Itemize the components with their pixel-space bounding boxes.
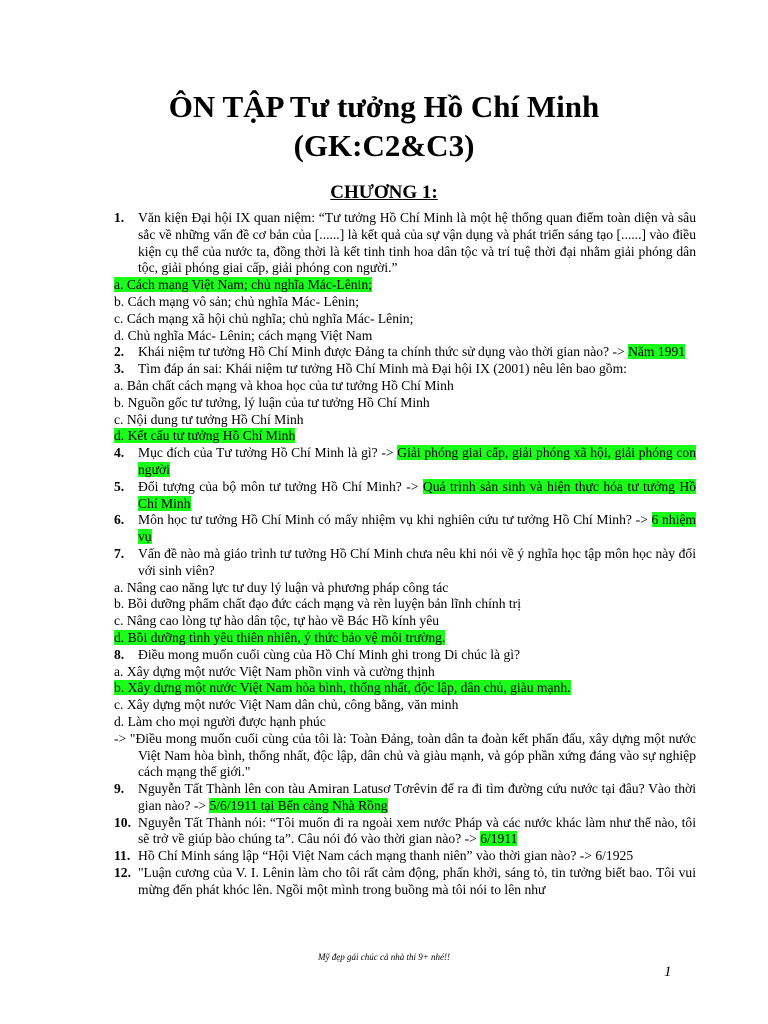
question-text: Văn kiện Đại hội IX quan niệm: “Tư tưởng Hồ Chí Minh là một hệ thống quan điểm toàn diện và sâu sắc về những vấn đề cơ bản của [......] là kết quả của sự vận dụng và phát triển sáng tạo [......] vào điều kiện cụ thể của nước ta, đồng thời là kết tinh tinh hoa dân tộc và trí tuệ thời đại nhằm giải phóng dân tộc, giải phóng giai cấp, giải phóng con người.” <box>138 210 696 276</box>
question-number: 1. <box>114 210 125 225</box>
option-d: d. Chủ nghĩa Mác- Lênin; cách mạng Việt Nam <box>114 327 373 343</box>
page-number: 1 <box>664 964 672 980</box>
question-11 <box>114 848 696 865</box>
question-number: 8. <box>114 646 125 662</box>
answer-highlight: 6/1911 <box>480 831 518 847</box>
question-12 <box>114 865 696 899</box>
question-number: 4. <box>114 445 125 461</box>
question-number: 10. <box>114 814 131 830</box>
answer-highlight: Năm 1991 <box>628 344 686 360</box>
document-subtitle: (GK:C2&C3) <box>293 128 475 163</box>
question-number: 7. <box>114 545 125 561</box>
option-c: c. Nâng cao lòng tự hào dân tộc, tự hào về Bác Hồ kính yêu <box>114 613 440 629</box>
option-a: a. Bản chất cách mạng và khoa học của tư tưởng Hồ Chí Minh <box>114 377 454 393</box>
question-8 <box>114 647 696 664</box>
question-number: 6. <box>114 512 125 528</box>
option-d <box>114 630 696 647</box>
option-c: c. Xây dựng một nước Việt Nam dân chủ, công bằng, văn minh <box>114 697 459 713</box>
question-4 <box>114 445 696 479</box>
question-1 <box>114 210 696 277</box>
question-3 <box>114 361 696 378</box>
question-text: "Luận cương của V. I. Lênin làm cho tôi rất cảm động, phấn khởi, sáng tỏ, tin tưởng biết bao. Tôi vui mừng đến phát khóc lên. Ngồi một mình trong buồng mà tôi nói to lên như <box>138 865 696 897</box>
answer-highlight: 5/6/1911 tại Bến cảng Nhà Rồng <box>209 797 388 813</box>
question-text: Hồ Chí Minh sáng lập “Hội Việt Nam cách mạng thanh niên” vào thời gian nào? -> 6/1925 <box>138 848 634 864</box>
option-a: a. Xây dựng một nước Việt Nam phồn vinh và cường thịnh <box>114 663 435 679</box>
footer-note: Mỹ đẹp gái chúc cả nhà thi 9+ nhé!! <box>317 952 451 962</box>
question-list <box>114 210 696 899</box>
document-title: ÔN TẬP Tư tưởng Hồ Chí Minh <box>168 89 600 124</box>
question-number: 9. <box>114 781 125 797</box>
option-c: c. Nội dung tư tưởng Hồ Chí Minh <box>114 411 304 427</box>
correct-option: d. Kết cấu tư tưởng Hồ Chí Minh <box>114 428 296 444</box>
question-number: 5. <box>114 478 125 494</box>
correct-option: b. Xây dựng một nước Việt Nam hòa bình, thống nhất, độc lập, dân chủ, giàu mạnh. <box>114 680 571 696</box>
question-text: Môn học tư tưởng Hồ Chí Minh có mấy nhiệm vụ khi nghiên cứu tư tưởng Hồ Chí Minh? -> <box>138 512 648 528</box>
question-text: Khái niệm tư tưởng Hồ Chí Minh được Đảng ta chính thức sử dụng vào thời gian nào? -> <box>138 344 625 360</box>
question-10 <box>114 815 696 849</box>
answer-highlight: Giải phóng giai cấp, giải phóng xã hội, giải phóng con người <box>138 445 697 477</box>
question-text: Mục đích của Tư tưởng Hồ Chí Minh là gì? -> <box>138 445 394 461</box>
option-b <box>114 680 696 697</box>
question-number: 3. <box>114 361 125 377</box>
option-a <box>114 277 696 294</box>
chapter-heading: CHƯƠNG 1: <box>330 182 438 203</box>
question-text: Tìm đáp án sai: Khái niệm tư tưởng Hồ Chí Minh mà Đại hội IX (2001) nêu lên bao gồm: <box>138 361 627 377</box>
option-d <box>114 428 696 445</box>
question-2 <box>114 344 696 361</box>
question-5 <box>114 479 696 513</box>
quote-note: -> "Điều mong muốn cuối cùng của tôi là: Toàn Đảng, toàn dân ta đoàn kết phấn đấu, xây dựng một nước Việt Nam hòa bình, thống nhất, độc lập, dân chủ và giàu mạnh, và góp phần xứng đáng vào sự nghiệp cách mạng thế giới." <box>114 730 696 780</box>
question-text: Nguyễn Tất Thành nói: “Tôi muốn đi ra ngoài xem nước Pháp và các nước khác làm như thế nào, tôi sẽ trở về giúp bào chúng ta”. Câu nói đó vào thời gian nào? -> <box>138 814 696 847</box>
question-number: 11. <box>114 848 131 864</box>
option-b: b. Cách mạng vô sản; chủ nghĩa Mác- Lênin; <box>114 293 359 309</box>
option-d: d. Làm cho mọi người được hạnh phúc <box>114 713 326 729</box>
question-6 <box>114 512 696 546</box>
question-9 <box>114 781 696 815</box>
question-7 <box>114 546 696 580</box>
answer-highlight: 6 nhiệm vụ <box>138 512 696 545</box>
question-text: Điều mong muốn cuối cùng của Hồ Chí Minh ghi trong Di chúc là gì? <box>138 646 521 662</box>
question-text: Nguyễn Tất Thành lên con tàu Amiran Latusơ Tơrêvin để ra đi tìm đường cứu nước tại đâu? Vào thời gian nào? -> <box>138 781 696 813</box>
question-text: Vấn đề nào mà giáo trình tư tưởng Hồ Chí Minh chưa nêu khi nói về ý nghĩa học tập môn học này đối với sinh viên? <box>138 545 696 578</box>
option-c: c. Cách mạng xã hội chủ nghĩa; chủ nghĩa Mác- Lênin; <box>114 310 414 326</box>
option-b: b. Bồi dưỡng phẩm chất đạo đức cách mạng và rèn luyện bản lĩnh chính trị <box>114 596 521 612</box>
option-b: b. Nguồn gốc tư tưởng, lý luận của tư tưởng Hồ Chí Minh <box>114 394 430 410</box>
question-number: 2. <box>114 344 125 360</box>
option-a: a. Nâng cao năng lực tư duy lý luận và phương pháp công tác <box>114 579 449 595</box>
answer-highlight: Quá trình sản sinh và hiện thực hóa tư tưởng Hồ Chí Minh <box>138 478 696 511</box>
question-text: Đối tượng của bộ môn tư tưởng Hồ Chí Minh? -> <box>138 478 419 494</box>
correct-option: a. Cách mạng Việt Nam; chủ nghĩa Mác-Lênin; <box>114 277 372 293</box>
correct-option: d. Bồi dưỡng tình yêu thiên nhiên, ý thức bảo vệ môi trường. <box>114 629 446 645</box>
question-number: 12. <box>114 865 131 881</box>
